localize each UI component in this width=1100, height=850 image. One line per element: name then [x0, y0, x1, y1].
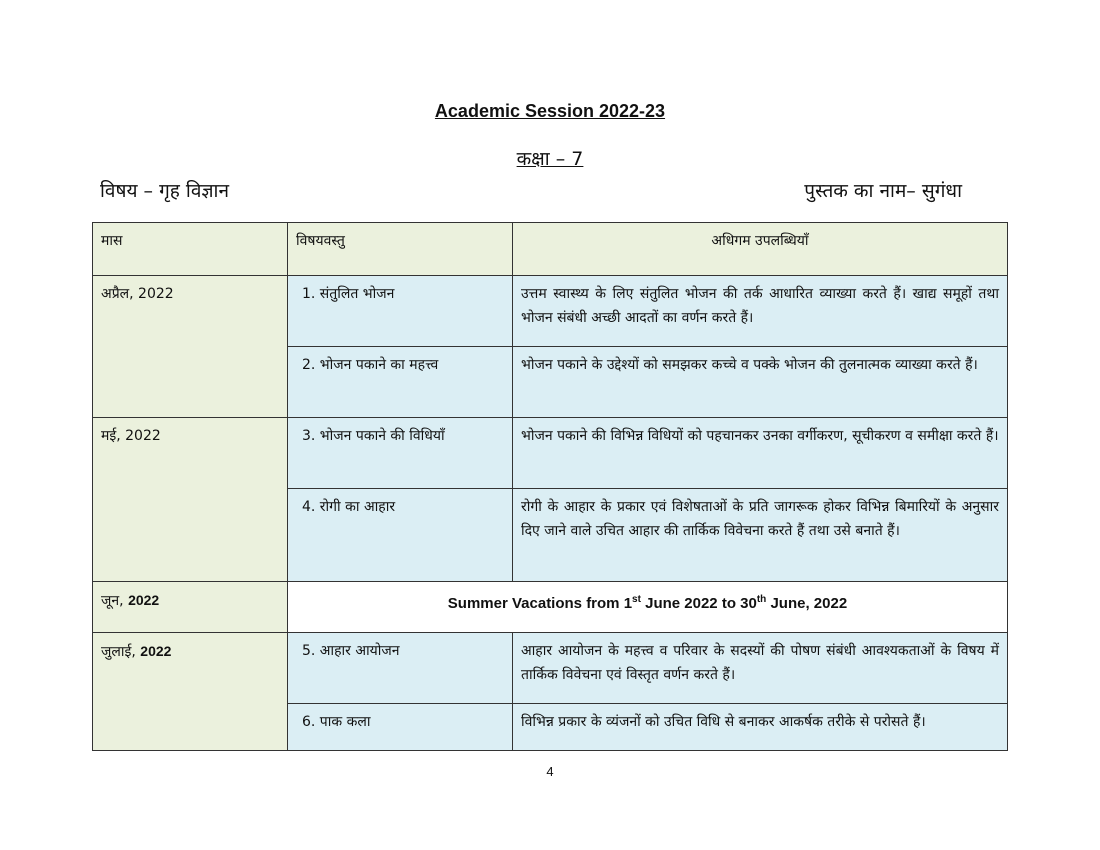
class-label: कक्षा – 7 [516, 148, 584, 170]
table-row [93, 582, 1008, 633]
header-topic: विषयवस्तु [288, 223, 513, 276]
vacation-sup-1: st [632, 594, 641, 605]
outcome-cell: विभिन्न प्रकार के व्यंजनों को उचित विधि से बनाकर आकर्षक तरीके से परोसते हैं। [513, 704, 1008, 751]
outcome-cell: भोजन पकाने की विभिन्न विधियों को पहचानकर उनका वर्गीकरण, सूचीकरण व समीक्षा करते हैं। [513, 418, 1008, 489]
month-july-name: जुलाई, [101, 644, 141, 660]
topic-cell: 1. संतुलित भोजन [288, 276, 513, 347]
month-july-year: 2022 [140, 643, 172, 659]
outcome-cell: उत्तम स्वास्थ्य के लिए संतुलित भोजन की तर्क आधारित व्याख्या करते हैं। खाद्य समूहों तथा भोजन संबंधी अच्छी आदतों का वर्णन करते हैं। [513, 276, 1008, 347]
page-number: 4 [546, 764, 554, 779]
month-may: मई, 2022 [93, 418, 288, 582]
vacation-text-3: June, 2022 [766, 595, 848, 612]
topic-cell: 6. पाक कला [288, 704, 513, 751]
month-july [93, 633, 288, 751]
month-june [93, 582, 288, 633]
vacation-text-2: June 2022 to 30 [640, 595, 757, 612]
subject-label: विषय – गृह विज्ञान [100, 180, 230, 202]
month-june-year: 2022 [128, 592, 160, 608]
header-outcomes: अधिगम उपलब्धियाँ [513, 223, 1008, 276]
table-row [93, 276, 1008, 347]
topic-cell: 3. भोजन पकाने की विधियाँ [288, 418, 513, 489]
summer-vacation-cell [288, 582, 1008, 633]
table-header-row [93, 223, 1008, 276]
vacation-text-1: Summer Vacations from 1 [447, 595, 633, 612]
vacation-sup-2: th [756, 594, 767, 605]
outcome-cell: आहार आयोजन के महत्त्व व परिवार के सदस्यों की पोषण संबंधी आवश्यकताओं के विषय में तार्किक विवेचना एवं विस्तृत वर्णन करते हैं। [513, 633, 1008, 704]
topic-cell: 2. भोजन पकाने का महत्त्व [288, 347, 513, 418]
topic-cell: 4. रोगी का आहार [288, 489, 513, 582]
syllabus-table [92, 222, 1008, 751]
month-june-name: जून, [101, 593, 129, 609]
document-title: Academic Session 2022-23 [434, 101, 666, 121]
month-april: अप्रैल, 2022 [93, 276, 288, 418]
outcome-cell: रोगी के आहार के प्रकार एवं विशेषताओं के प्रति जागरूक होकर विभिन्न बिमारियों के अनुसार दिए जाने वाले उचित आहार की तार्किक विवेचना करते हैं तथा उसे बनाते हैं। [513, 489, 1008, 582]
outcome-cell: भोजन पकाने के उद्देश्यों को समझकर कच्चे व पक्के भोजन की तुलनात्मक व्याख्या करते हैं। [513, 347, 1008, 418]
table-row [93, 418, 1008, 489]
topic-cell: 5. आहार आयोजन [288, 633, 513, 704]
book-name-label: पुस्तक का नाम– सुगंधा [804, 180, 962, 202]
table-row [93, 633, 1008, 704]
header-month: मास [93, 223, 288, 276]
